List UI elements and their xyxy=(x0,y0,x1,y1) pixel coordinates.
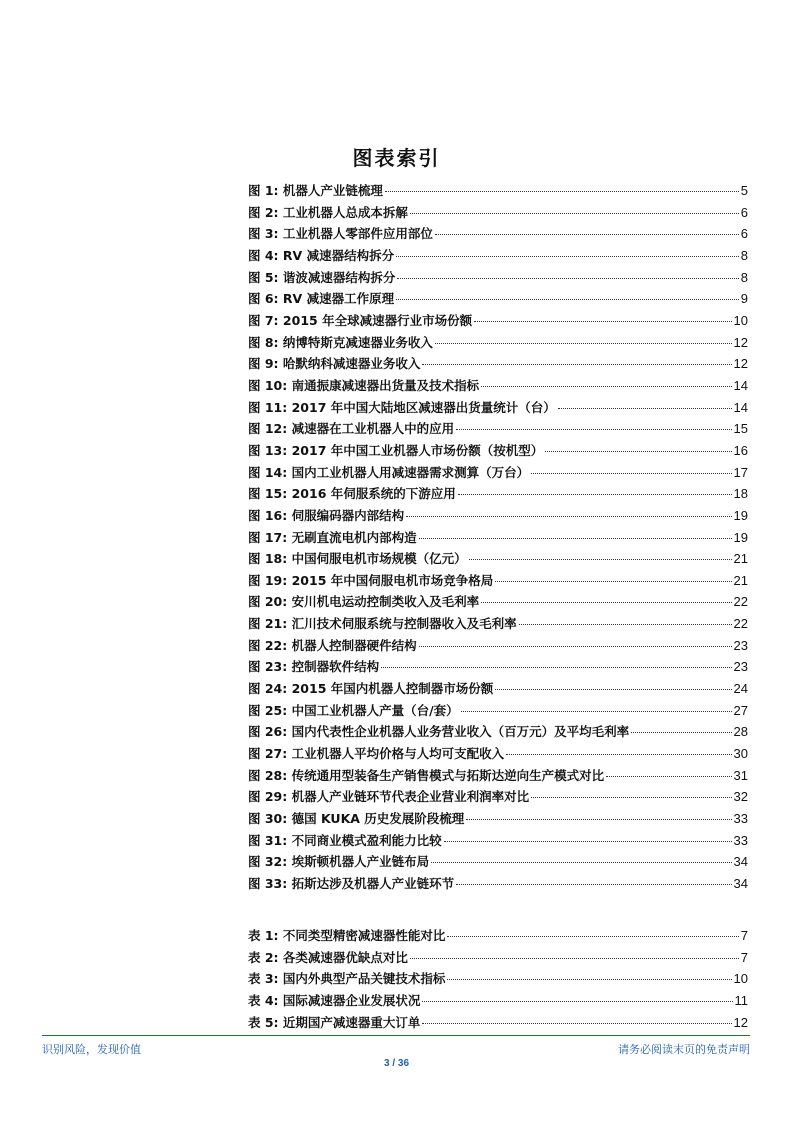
entry-number: 图 11: xyxy=(248,399,288,415)
entry-number: 表 4: xyxy=(248,992,279,1008)
dot-leader xyxy=(419,538,732,539)
dot-leader xyxy=(506,754,731,755)
entry-number: 图 21: xyxy=(248,616,288,632)
figure-index-row[interactable] xyxy=(248,376,748,398)
entry-title: 减速器在工业机器人中的应用 xyxy=(291,421,455,437)
dot-leader xyxy=(422,1023,731,1024)
dot-leader xyxy=(558,408,732,409)
entry-title: 工业机器人零部件应用部位 xyxy=(282,226,433,242)
entry-title: 工业机器人平均价格与人均可支配收入 xyxy=(291,746,505,762)
dot-leader xyxy=(397,278,738,279)
entry-label xyxy=(248,246,394,264)
entry-page-number: 21 xyxy=(733,551,748,567)
entry-number: 图 20: xyxy=(248,594,288,610)
entry-label xyxy=(248,268,395,286)
entry-title: RV 减速器工作原理 xyxy=(282,291,395,307)
dot-leader xyxy=(422,1001,732,1002)
dot-leader xyxy=(385,191,739,192)
entry-page-number: 9 xyxy=(740,291,748,307)
entry-number: 图 23: xyxy=(248,659,288,675)
entry-title: 控制器软件结构 xyxy=(291,659,380,675)
figure-index-row[interactable] xyxy=(248,463,748,485)
entry-title: 2017 年中国工业机器人市场份额（按机型） xyxy=(291,442,544,458)
table-index-row[interactable] xyxy=(248,1013,748,1035)
footer-divider xyxy=(42,1035,750,1036)
entry-page-number: 30 xyxy=(733,746,748,762)
dot-leader xyxy=(410,213,739,214)
entry-number: 表 1: xyxy=(248,928,279,943)
entry-number: 图 30: xyxy=(248,811,288,827)
figure-index-row[interactable] xyxy=(248,701,748,723)
entry-page-number: 21 xyxy=(733,572,748,588)
entry-title: 中国工业机器人产量（台/套） xyxy=(291,702,459,718)
entry-label xyxy=(248,722,629,740)
figure-index-row[interactable] xyxy=(248,203,748,225)
dot-leader xyxy=(456,429,731,430)
entry-page-number: 22 xyxy=(733,594,748,610)
entry-label xyxy=(248,766,604,784)
entry-title: 2016 年伺服系统的下游应用 xyxy=(291,486,456,502)
entry-title: 2015 年国内机器人控制器市场份额 xyxy=(291,681,494,697)
entry-title: 无刷直流电机内部构造 xyxy=(291,529,417,545)
figure-index-row[interactable] xyxy=(248,484,748,506)
entry-page-number: 22 xyxy=(733,616,748,632)
table-index xyxy=(248,926,748,1034)
figure-index-row[interactable] xyxy=(248,181,748,203)
dot-leader xyxy=(461,711,732,712)
dot-leader xyxy=(458,494,732,495)
dot-leader xyxy=(531,473,731,474)
table-index-row[interactable] xyxy=(248,948,748,970)
entry-title: 南通振康减速器出货量及技术指标 xyxy=(291,377,480,393)
dot-leader xyxy=(435,343,732,344)
entry-number: 图 18: xyxy=(248,551,288,567)
entry-label xyxy=(248,657,379,675)
figure-index-row[interactable] xyxy=(248,441,748,463)
entry-title: RV 减速器结构拆分 xyxy=(282,247,395,263)
figure-index-row[interactable] xyxy=(248,289,748,311)
entry-number: 图 19: xyxy=(248,572,288,588)
page-number: 3 / 36 xyxy=(383,1058,410,1069)
entry-title: 工业机器人总成本拆解 xyxy=(282,204,408,220)
entry-title: 2017 年中国大陆地区减速器出货量统计（台） xyxy=(291,399,556,415)
entry-number: 图 9: xyxy=(248,356,279,372)
figure-index-row[interactable] xyxy=(248,852,748,874)
entry-number: 图 1: xyxy=(248,183,279,198)
entry-page-number: 34 xyxy=(733,876,748,891)
entry-title: 不同类型精密减速器性能对比 xyxy=(282,928,446,943)
entry-page-number: 15 xyxy=(733,421,748,437)
figure-index-row[interactable] xyxy=(248,614,748,636)
entry-page-number: 12 xyxy=(733,334,748,350)
footer-slogan: 识别风险，发现价值 xyxy=(42,1043,141,1056)
figure-index-row[interactable] xyxy=(248,506,748,528)
dot-leader xyxy=(631,732,731,733)
entry-title: 国际减速器企业发展状况 xyxy=(282,992,421,1008)
entry-title: 伺服编码器内部结构 xyxy=(291,507,405,523)
entry-number: 图 27: xyxy=(248,746,288,762)
entry-title: 国内代表性企业机器人业务营业收入（百万元）及平均毛利率 xyxy=(291,724,630,740)
entry-label xyxy=(248,528,417,546)
entry-page-number: 19 xyxy=(733,529,748,545)
entry-page-number: 16 xyxy=(733,442,748,458)
dot-leader xyxy=(481,386,731,387)
dot-leader xyxy=(466,819,731,820)
entry-number: 图 32: xyxy=(248,854,288,870)
entry-number: 图 7: xyxy=(248,312,279,328)
entry-number: 图 24: xyxy=(248,681,288,697)
dot-leader xyxy=(474,321,731,322)
entry-number: 图 33: xyxy=(248,876,288,891)
entry-page-number: 23 xyxy=(733,637,748,653)
figure-index-row[interactable] xyxy=(248,744,748,766)
entry-title: 汇川技术伺服系统与控制器收入及毛利率 xyxy=(291,616,517,632)
dot-leader xyxy=(456,884,731,885)
entry-number: 图 28: xyxy=(248,767,288,783)
entry-number: 图 13: xyxy=(248,442,288,458)
figure-index-row[interactable] xyxy=(248,809,748,831)
entry-label xyxy=(248,831,442,849)
entry-title: 国内外典型产品关键技术指标 xyxy=(282,971,446,987)
dot-leader xyxy=(531,797,731,798)
entry-page-number: 10 xyxy=(733,312,748,328)
entry-page-number: 11 xyxy=(734,992,748,1008)
dot-leader xyxy=(519,624,732,625)
entry-label xyxy=(248,463,529,481)
entry-page-number: 8 xyxy=(740,269,748,285)
entry-label xyxy=(248,787,529,805)
figure-index-row[interactable] xyxy=(248,224,748,246)
entry-title: 德国 KUKA 历史发展阶段梳理 xyxy=(291,811,465,827)
entry-number: 图 6: xyxy=(248,291,279,307)
entry-label xyxy=(248,333,433,351)
figure-index-row[interactable] xyxy=(248,398,748,420)
entry-label xyxy=(248,484,456,502)
entry-label xyxy=(248,948,408,966)
entry-page-number: 7 xyxy=(740,949,748,965)
dot-leader xyxy=(396,256,739,257)
figure-index-row[interactable] xyxy=(248,657,748,679)
entry-number: 图 29: xyxy=(248,789,288,805)
dot-leader xyxy=(406,516,731,517)
entry-label xyxy=(248,679,493,697)
figure-index-row[interactable] xyxy=(248,333,748,355)
dot-leader xyxy=(469,559,732,560)
entry-number: 图 16: xyxy=(248,507,288,523)
entry-label xyxy=(248,1013,420,1031)
entry-page-number: 6 xyxy=(740,226,748,242)
figure-index-row[interactable] xyxy=(248,311,748,333)
figure-index-row[interactable] xyxy=(248,592,748,614)
entry-label xyxy=(248,809,464,827)
entry-label xyxy=(248,354,420,372)
entry-number: 表 2: xyxy=(248,949,279,965)
entry-number: 图 3: xyxy=(248,226,279,242)
figure-index-row[interactable] xyxy=(248,419,748,441)
entry-title: 2015 年全球减速器行业市场份额 xyxy=(282,312,473,328)
entry-number: 表 3: xyxy=(248,971,279,987)
entry-number: 图 4: xyxy=(248,247,279,263)
entry-page-number: 33 xyxy=(733,811,748,827)
entry-label xyxy=(248,991,420,1009)
entry-page-number: 19 xyxy=(733,507,748,523)
dot-leader xyxy=(435,234,739,235)
entry-label xyxy=(248,874,454,892)
entry-label xyxy=(248,441,543,459)
entry-number: 图 22: xyxy=(248,637,288,653)
entry-page-number: 14 xyxy=(733,399,748,415)
entry-page-number: 32 xyxy=(733,789,748,805)
figure-index-row[interactable] xyxy=(248,528,748,550)
entry-title: 国内工业机器人用减速器需求测算（万台） xyxy=(291,464,530,480)
entry-title: 各类减速器优缺点对比 xyxy=(282,949,408,965)
entry-page-number: 31 xyxy=(733,767,748,783)
dot-leader xyxy=(495,581,731,582)
entry-label xyxy=(248,311,472,329)
entry-page-number: 23 xyxy=(733,659,748,675)
entry-label xyxy=(248,224,433,242)
figure-index-row[interactable] xyxy=(248,722,748,744)
entry-title: 埃斯顿机器人产业链布局 xyxy=(291,854,430,870)
entry-page-number: 24 xyxy=(733,681,748,697)
figure-index xyxy=(248,181,748,896)
entry-label xyxy=(248,744,504,762)
dot-leader xyxy=(545,451,731,452)
entry-number: 图 10: xyxy=(248,377,288,393)
entry-page-number: 34 xyxy=(733,854,748,870)
entry-number: 图 8: xyxy=(248,334,279,350)
entry-label xyxy=(248,398,556,416)
entry-title: 哈默纳科减速器业务收入 xyxy=(282,356,421,372)
figure-index-row[interactable] xyxy=(248,246,748,268)
entry-number: 图 26: xyxy=(248,724,288,740)
entry-title: 2015 年中国伺服电机市场竞争格局 xyxy=(291,572,494,588)
entry-page-number: 12 xyxy=(733,1014,748,1030)
entry-title: 安川机电运动控制类收入及毛利率 xyxy=(291,594,480,610)
dot-leader xyxy=(422,364,731,365)
figure-index-row[interactable] xyxy=(248,787,748,809)
table-index-row[interactable] xyxy=(248,991,748,1013)
table-index-row[interactable] xyxy=(248,969,748,991)
entry-title: 纳博特斯克减速器业务收入 xyxy=(282,334,433,350)
entry-title: 中国伺服电机市场规模（亿元） xyxy=(291,551,467,567)
dot-leader xyxy=(481,602,731,603)
entry-page-number: 17 xyxy=(733,464,748,480)
entry-page-number: 28 xyxy=(733,724,748,740)
footer-disclaimer-link[interactable]: 请务必阅读末页的免责声明 xyxy=(618,1043,750,1056)
entry-page-number: 5 xyxy=(740,183,748,198)
entry-page-number: 8 xyxy=(740,247,748,263)
figure-index-row[interactable] xyxy=(248,874,748,896)
dot-leader xyxy=(444,841,732,842)
dot-leader xyxy=(495,689,731,690)
entry-label xyxy=(248,926,445,944)
entry-label xyxy=(248,592,479,610)
entry-label xyxy=(248,549,467,567)
entry-number: 图 31: xyxy=(248,832,288,848)
entry-number: 图 2: xyxy=(248,204,279,220)
entry-page-number: 14 xyxy=(733,377,748,393)
entry-number: 图 25: xyxy=(248,702,288,718)
entry-title: 不同商业模式盈利能力比较 xyxy=(291,832,442,848)
entry-number: 图 15: xyxy=(248,486,288,502)
table-index-row[interactable] xyxy=(248,926,748,948)
entry-number: 图 17: xyxy=(248,529,288,545)
dot-leader xyxy=(381,667,731,668)
entry-title: 拓斯达涉及机器人产业链环节 xyxy=(291,876,455,891)
entry-title: 谐波减速器结构拆分 xyxy=(282,269,396,285)
entry-number: 图 5: xyxy=(248,269,279,285)
figure-index-row[interactable] xyxy=(248,549,748,571)
entry-page-number: 6 xyxy=(740,204,748,220)
dot-leader xyxy=(447,936,738,937)
entry-title: 机器人产业链环节代表企业营业利润率对比 xyxy=(291,789,530,805)
entry-title: 机器人控制器硬件结构 xyxy=(291,637,417,653)
entry-title: 近期国产减速器重大订单 xyxy=(282,1014,421,1030)
dot-leader xyxy=(431,862,731,863)
entry-title: 传统通用型装备生产销售模式与拓斯达逆向生产模式对比 xyxy=(291,767,605,783)
figure-index-row[interactable] xyxy=(248,766,748,788)
entry-page-number: 18 xyxy=(733,486,748,502)
entry-number: 图 12: xyxy=(248,421,288,437)
entry-label xyxy=(248,181,383,199)
entry-label xyxy=(248,289,394,307)
dot-leader xyxy=(606,776,731,777)
entry-page-number: 10 xyxy=(733,971,748,987)
entry-title: 机器人产业链梳理 xyxy=(282,183,383,198)
dot-leader xyxy=(447,979,731,980)
entry-page-number: 27 xyxy=(733,702,748,718)
figure-index-row[interactable] xyxy=(248,679,748,701)
figure-index-row[interactable] xyxy=(248,354,748,376)
entry-page-number: 12 xyxy=(733,356,748,372)
entry-number: 图 14: xyxy=(248,464,288,480)
entry-label xyxy=(248,701,459,719)
entry-label xyxy=(248,636,417,654)
entry-page-number: 7 xyxy=(740,928,748,943)
dot-leader xyxy=(410,958,739,959)
entry-label xyxy=(248,614,517,632)
entry-label xyxy=(248,506,404,524)
dot-leader xyxy=(396,299,739,300)
entry-label xyxy=(248,571,493,589)
figure-index-row[interactable] xyxy=(248,636,748,658)
entry-label xyxy=(248,969,445,987)
figure-index-row[interactable] xyxy=(248,831,748,853)
dot-leader xyxy=(419,646,732,647)
figure-index-row[interactable] xyxy=(248,571,748,593)
entry-label xyxy=(248,203,408,221)
figure-index-row[interactable] xyxy=(248,268,748,290)
entry-label xyxy=(248,852,429,870)
entry-label xyxy=(248,376,479,394)
entry-label xyxy=(248,419,454,437)
page-title: 图表索引 xyxy=(352,146,441,170)
entry-number: 表 5: xyxy=(248,1014,279,1030)
entry-page-number: 33 xyxy=(733,832,748,848)
